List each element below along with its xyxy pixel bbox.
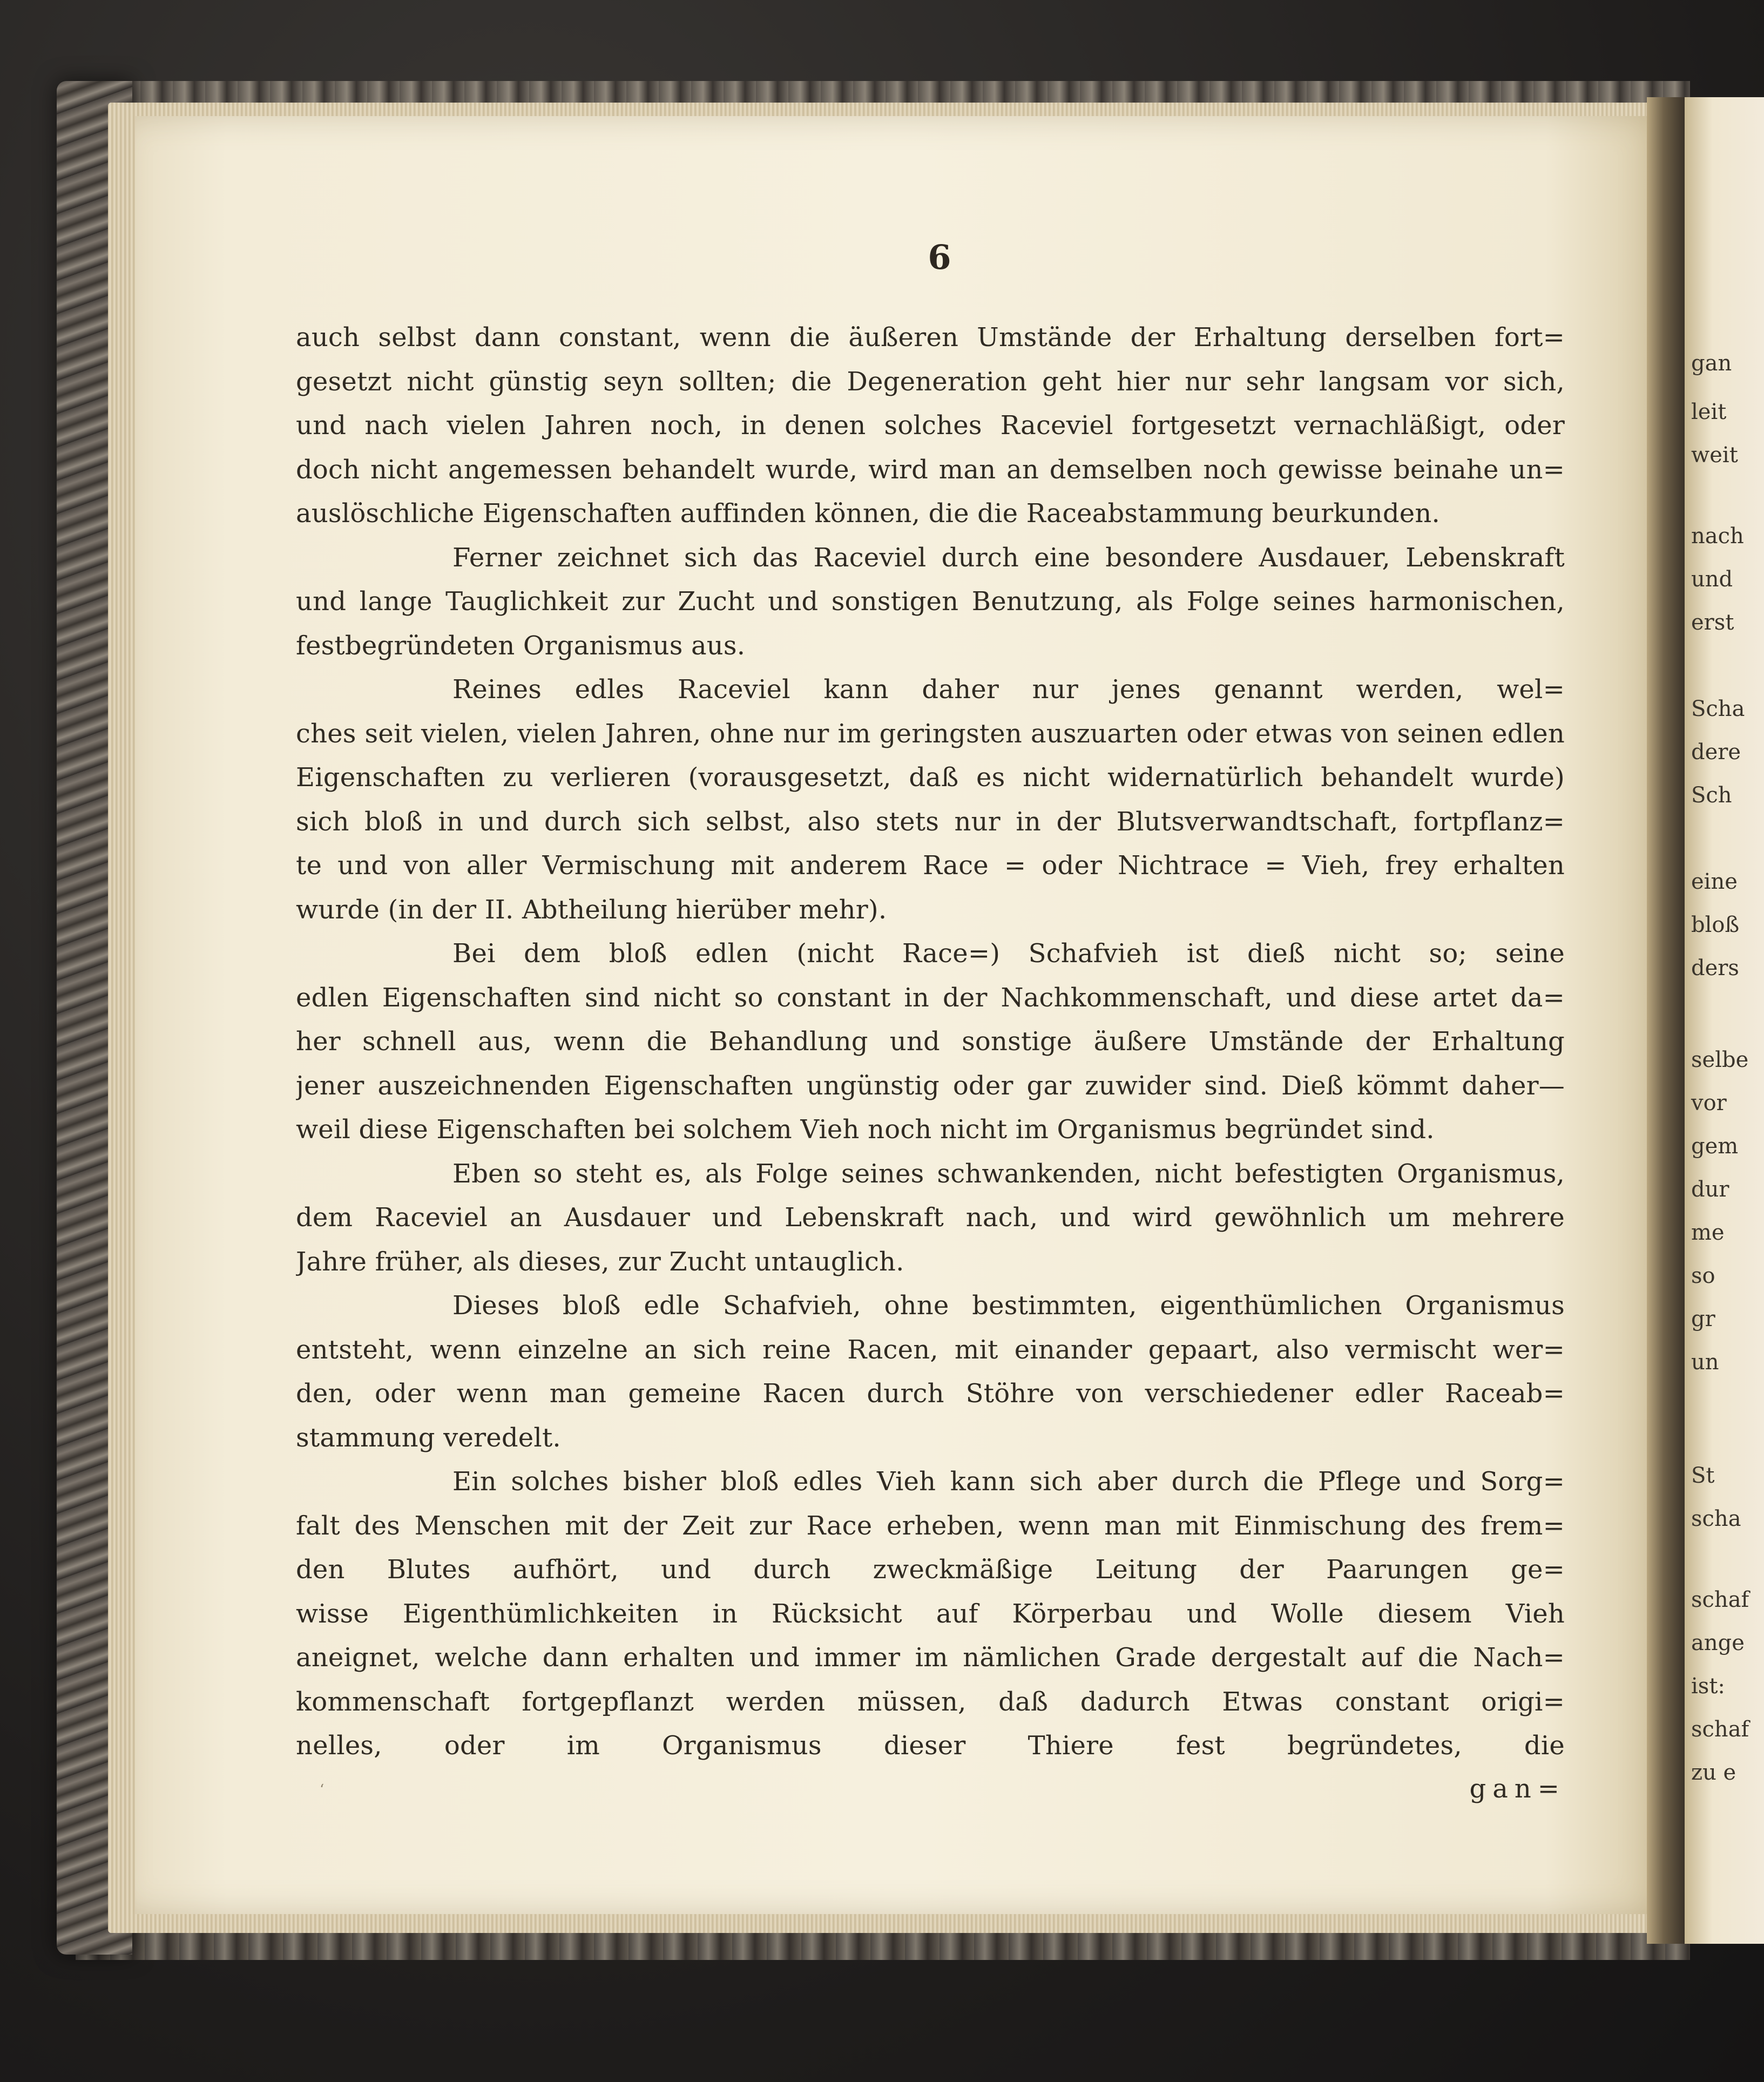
text-line: dem Raceviel an Ausdauer und Lebenskraft nach, und wird gewöhnlich um mehrere <box>296 1202 1565 1233</box>
body-text <box>296 316 1565 1768</box>
facing-page-fragment: selbe <box>1691 1047 1749 1072</box>
facing-page-fragment: Sch <box>1691 783 1732 808</box>
text-line: kommenschaft fortgepflanzt werden müssen, daß dadurch Etwas constant origi= <box>296 1686 1565 1717</box>
pencil-mark: ‘ <box>320 1782 325 1798</box>
text-line: Dieses bloß edle Schafvieh, ohne bestimmten, eigenthümlichen Organismus <box>452 1290 1565 1321</box>
text-line: weil diese Eigenschaften bei solchem Vieh noch nicht im Organismus begründet sind. <box>296 1114 1435 1145</box>
facing-page-fragment: erst <box>1691 610 1734 635</box>
facing-page-fragment: leit <box>1691 400 1727 424</box>
text-line: gesetzt nicht günstig seyn sollten; die Degeneration geht hier nur sehr langsam vor sich, <box>296 366 1565 397</box>
facing-page-fragment: so <box>1691 1263 1715 1288</box>
facing-page-fragment: zu e <box>1691 1760 1736 1785</box>
facing-page-fragment: un <box>1691 1350 1719 1375</box>
facing-page-fragment: dur <box>1691 1177 1729 1202</box>
facing-page-fragment: dere <box>1691 740 1741 765</box>
page-number: 6 <box>928 238 951 277</box>
book-gutter <box>1647 97 1685 1944</box>
text-line: edlen Eigenschaften sind nicht so constant in der Nachkommenschaft, und diese artet da= <box>296 982 1565 1013</box>
facing-page-fragment: nach <box>1691 524 1744 549</box>
text-line: falt des Menschen mit der Zeit zur Race erheben, wenn man mit Einmischung des frem= <box>296 1510 1565 1541</box>
text-line: und nach vielen Jahren noch, in denen solches Raceviel fortgesetzt vernachläßigt, oder <box>296 410 1565 441</box>
catchword: gan= <box>1469 1774 1566 1804</box>
facing-page-fragment: ange <box>1691 1631 1745 1655</box>
text-line: auslöschliche Eigenschaften auffinden können, die die Raceabstammung beurkunden. <box>296 498 1440 529</box>
facing-page-fragment: me <box>1691 1220 1725 1245</box>
text-line: stammung veredelt. <box>296 1422 561 1453</box>
facing-page-fragment: schaf <box>1691 1717 1749 1742</box>
text-line: Bei dem bloß edlen (nicht Race=) Schafvieh ist dieß nicht so; seine <box>452 938 1565 969</box>
text-line: und lange Tauglichkeit zur Zucht und sonstigen Benutzung, als Folge seines harmonischen, <box>296 586 1565 617</box>
text-line: Jahre früher, als dieses, zur Zucht untauglich. <box>296 1246 904 1277</box>
facing-page-fragment: schaf <box>1691 1587 1749 1612</box>
facing-page-fragment: eine <box>1691 869 1738 894</box>
facing-page-fragment: gan <box>1691 351 1732 376</box>
text-line: Ein solches bisher bloß edles Vieh kann sich aber durch die Pflege und Sorg= <box>452 1466 1565 1497</box>
facing-page-fragment: Scha <box>1691 697 1745 721</box>
facing-page-fragment: bloß <box>1691 912 1740 937</box>
text-line: den, oder wenn man gemeine Racen durch Stöhre von verschiedener edler Raceab= <box>296 1378 1565 1409</box>
facing-page-fragment: gem <box>1691 1134 1739 1159</box>
text-line: den Blutes aufhört, und durch zweckmäßige Leitung der Paarungen ge= <box>296 1554 1565 1585</box>
text-line: wisse Eigenthümlichkeiten in Rücksicht auf Körperbau und Wolle diesem Vieh <box>296 1598 1565 1629</box>
text-line: Ferner zeichnet sich das Raceviel durch eine besondere Ausdauer, Lebenskraft <box>452 542 1565 573</box>
text-line: ches seit vielen, vielen Jahren, ohne nur im geringsten auszuarten oder etwas von seinen edlen <box>296 718 1565 749</box>
facing-page-strip <box>1685 97 1764 1944</box>
text-line: aneignet, welche dann erhalten und immer im nämlichen Grade dergestalt auf die Nach= <box>296 1642 1565 1673</box>
facing-page-fragment: St <box>1691 1463 1715 1488</box>
facing-page-fragment: gr <box>1691 1307 1715 1331</box>
facing-page-fragment: ders <box>1691 956 1739 981</box>
text-line: Reines edles Raceviel kann daher nur jenes genannt werden, wel= <box>452 674 1565 705</box>
facing-page-fragment: weit <box>1691 443 1738 468</box>
facing-page-fragment: und <box>1691 567 1733 592</box>
text-line: te und von aller Vermischung mit anderem Race = oder Nichtrace = Vieh, frey erhalten <box>296 850 1565 881</box>
text-line: entsteht, wenn einzelne an sich reine Racen, mit einander gepaart, also vermischt wer= <box>296 1334 1565 1365</box>
facing-page-fragment: vor <box>1691 1091 1727 1116</box>
text-line: nelles, oder im Organismus dieser Thiere fest begründetes, die <box>296 1731 1565 1761</box>
text-line: doch nicht angemessen behandelt wurde, wird man an demselben noch gewisse beinahe un= <box>296 454 1565 485</box>
text-line: Eben so steht es, als Folge seines schwankenden, nicht befestigten Organismus, <box>452 1158 1565 1189</box>
text-line: her schnell aus, wenn die Behandlung und sonstige äußere Umstände der Erhaltung <box>296 1026 1565 1057</box>
facing-page-fragment: scha <box>1691 1506 1741 1531</box>
text-line: wurde (in der II. Abtheilung hierüber mehr). <box>296 894 887 925</box>
text-line: festbegründeten Organismus aus. <box>296 630 746 661</box>
facing-page-fragment: ist: <box>1691 1674 1725 1699</box>
text-line: Eigenschaften zu verlieren (vorausgesetzt, daß es nicht widernatürlich behandelt wurde) <box>296 762 1565 793</box>
text-line: sich bloß in und durch sich selbst, also stets nur in der Blutsverwandtschaft, fortpflanz= <box>296 806 1565 837</box>
text-line: auch selbst dann constant, wenn die äußeren Umstände der Erhaltung derselben fort= <box>296 322 1565 353</box>
text-line: jener auszeichnenden Eigenschaften ungünstig oder gar zuwider sind. Dieß kömmt daher— <box>296 1070 1565 1101</box>
